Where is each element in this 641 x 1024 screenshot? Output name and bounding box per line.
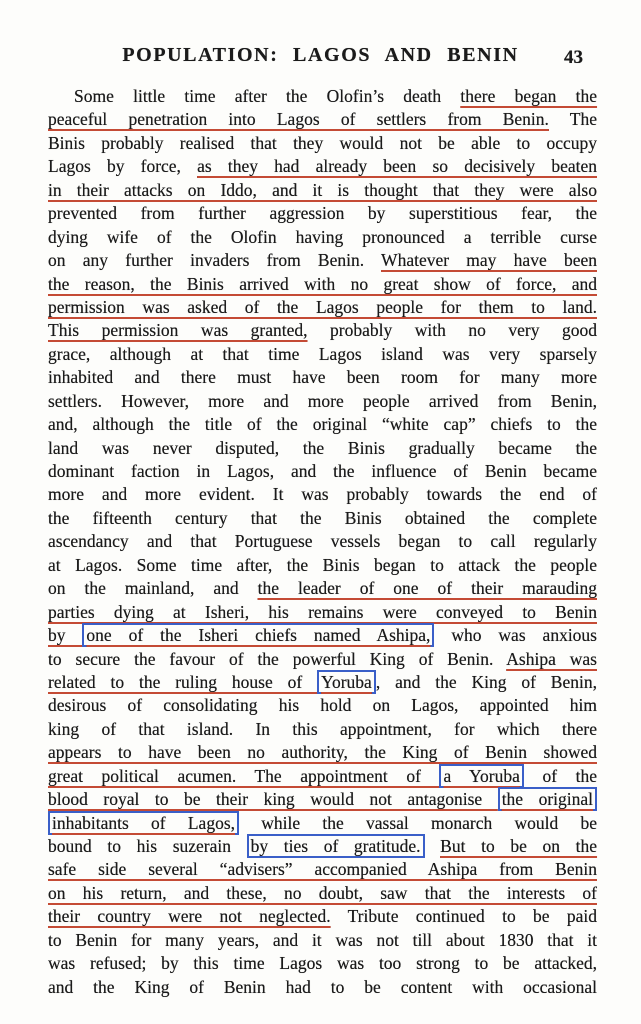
page-number: 43 — [564, 47, 583, 68]
text-line — [48, 343, 597, 366]
red-underline-annotation: This permission was granted, — [48, 320, 308, 341]
text-line — [48, 858, 597, 881]
red-underline-annotation: appears to have been no authority, the King of Benin showed — [48, 742, 597, 763]
text-line — [48, 648, 597, 671]
text-line — [48, 929, 597, 952]
text-line — [48, 530, 597, 553]
red-underline-annotation: permission was asked of the Lagos people for them to land. — [48, 296, 597, 317]
text-line — [48, 976, 597, 999]
text-line — [48, 249, 597, 272]
text-line — [48, 624, 597, 647]
text-line — [48, 202, 597, 225]
page-title: POPULATION: LAGOS AND BENIN — [122, 44, 519, 66]
text-segment: Tribute continued to be paid — [330, 906, 597, 927]
text-line — [48, 788, 597, 811]
red-underline-annotation: blood royal to be their king would not antagonise — [48, 789, 498, 810]
text-segment: prevented from further aggression by superstitious fear, the — [48, 203, 597, 224]
red-underline-annotation: safe side several “advisers” accompanied Ashipa from Benin — [48, 859, 597, 880]
page-header — [0, 44, 641, 67]
text-line — [48, 132, 597, 155]
blue-box-red-underline-annotation: one of the Isheri chiefs named Ashipa, — [86, 625, 431, 646]
red-underline-annotation: by — [48, 625, 83, 646]
text-segment: bound to his suzerain — [48, 836, 247, 856]
text-line — [48, 577, 597, 600]
text-line — [48, 601, 597, 624]
text-line — [48, 390, 597, 413]
text-line — [48, 905, 597, 928]
text-segment: probably with no very good — [307, 320, 597, 341]
text-line — [48, 460, 597, 483]
text-segment: , and the King of Benin, — [375, 671, 597, 692]
text-line — [48, 507, 597, 530]
text-segment: dominant faction in Lagos, and the influence of Benin became — [48, 461, 597, 481]
text-segment: The — [548, 109, 597, 130]
red-underline-annotation: the reason, the Binis arrived with no great show of force, and — [48, 273, 597, 294]
text-segment: and, although the title of the original “white cap” chiefs to the — [48, 414, 597, 435]
text-segment: more and more evident. It was probably towards the end of — [48, 484, 597, 505]
text-segment: on the mainland, and — [48, 578, 258, 599]
text-line — [48, 671, 597, 694]
text-segment: to Benin for many years, and it was not till about 1830 that it — [48, 929, 597, 950]
red-underline-annotation: on his return, and these, no doubt, saw that the interests of — [48, 882, 597, 903]
text-segment: at Lagos. Some time after, the Binis began to attack the people — [48, 554, 597, 575]
red-underline-annotation: their country were not neglected. — [48, 906, 331, 927]
blue-box-red-underline-annotation: Yoruba — [321, 671, 372, 692]
text-segment: the fifteenth century that the Binis obtained the complete — [48, 507, 597, 528]
text-segment: Some little time after the Olofin’s death — [74, 86, 461, 106]
text-line — [48, 319, 597, 342]
text-segment: dying wife of the Olofin having pronounced a terrible curse — [48, 226, 597, 247]
red-underline-annotation: the leader of one of their marauding — [257, 578, 597, 599]
text-segment: grace, although at that time Lagos island was very sparsely — [48, 343, 597, 364]
red-underline-annotation: as they had already been so decisively beaten — [197, 156, 597, 177]
blue-box-red-underline-annotation: inhabitants of Lagos, — [52, 812, 236, 833]
text-segment: while the vassal monarch would be — [239, 812, 597, 833]
red-underline-annotation: there began the — [460, 86, 598, 106]
text-line — [48, 741, 597, 764]
text-line — [48, 85, 597, 108]
text-line — [48, 226, 597, 249]
text-segment: Binis probably realised that they would not be able to occupy — [48, 132, 597, 153]
text-segment: king of that island. In this appointment, for which there — [48, 718, 597, 739]
blue-box-annotation: by ties of gratitude. — [250, 836, 421, 856]
text-segment: inhabited and there must have been room for many more — [48, 367, 597, 388]
page-body-text — [48, 85, 597, 999]
text-line — [48, 437, 597, 460]
text-line — [48, 413, 597, 436]
text-line — [48, 882, 597, 905]
red-underline-annotation: Ashipa was — [506, 648, 597, 669]
red-underline-annotation: parties dying at Isheri, his remains were conveyed to Benin — [48, 601, 597, 622]
text-line — [48, 835, 597, 858]
text-line — [48, 765, 597, 788]
text-line — [48, 296, 597, 319]
text-segment: and the King of Benin had to be content with occasional — [48, 976, 597, 997]
text-line — [48, 179, 597, 202]
blue-box-red-underline-annotation: a Yoruba — [443, 765, 520, 786]
text-line — [48, 483, 597, 506]
red-underline-annotation: in their attacks on Iddo, and it is thought that they were also — [48, 179, 597, 200]
text-line — [48, 155, 597, 178]
text-line — [48, 812, 597, 835]
red-underline-annotation: But to be on the — [440, 836, 598, 856]
text-segment: Lagos by force, — [48, 156, 198, 177]
text-line — [48, 718, 597, 741]
text-line — [48, 952, 597, 975]
text-line — [48, 694, 597, 717]
red-underline-annotation: related to the ruling house of — [48, 671, 318, 692]
red-underline-annotation: great political acumen. The appointment of — [48, 765, 440, 786]
text-segment: of the — [523, 765, 597, 786]
text-segment: ascendancy and that Portuguese vessels began to call regularly — [48, 531, 597, 552]
text-segment: land was never disputed, the Binis gradually became the — [48, 437, 597, 458]
blue-box-red-underline-annotation: the original — [501, 789, 594, 810]
text-line — [48, 108, 597, 131]
red-underline-annotation: Whatever may have been — [381, 250, 597, 271]
text-line — [48, 554, 597, 577]
text-segment: settlers. However, more and more people arrived from Benin, — [48, 390, 597, 411]
text-line — [48, 366, 597, 389]
text-segment: to secure the favour of the powerful King of Benin. — [48, 648, 507, 669]
text-segment: desirous of consolidating his hold on Lagos, appointed him — [48, 695, 597, 716]
text-segment: on any further invaders from Benin. — [48, 250, 382, 271]
red-underline-annotation: peaceful penetration into Lagos of settlers from Benin. — [48, 109, 549, 130]
text-line — [48, 273, 597, 296]
text-segment — [425, 836, 441, 856]
text-segment: was refused; by this time Lagos was too strong to be attacked, — [48, 953, 597, 974]
text-segment: who was anxious — [434, 625, 597, 646]
